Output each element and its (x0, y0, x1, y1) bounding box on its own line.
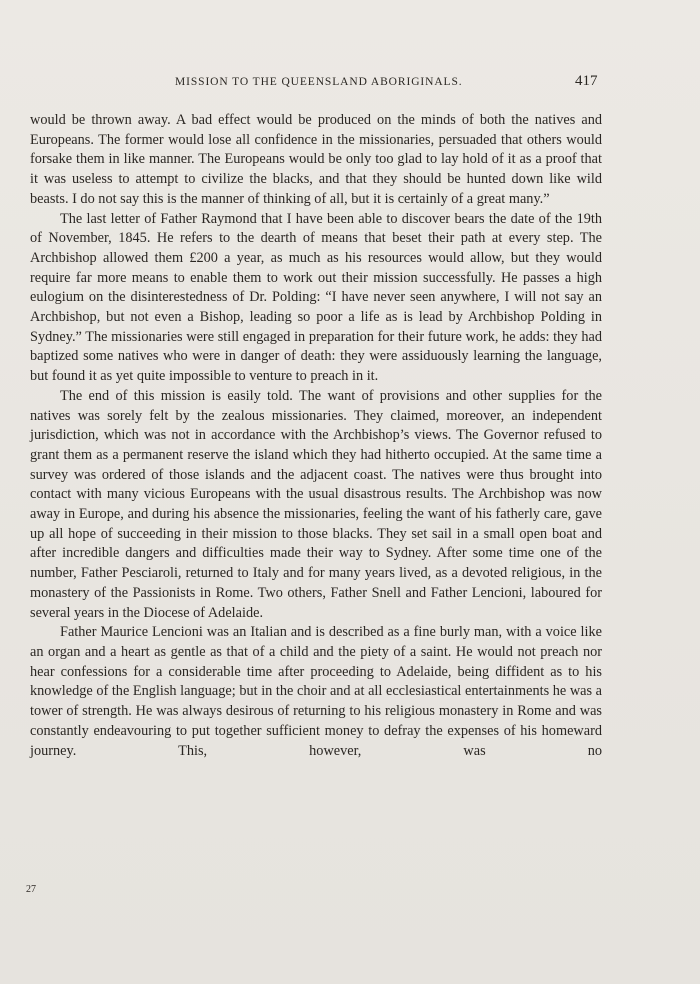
paragraph-2: The last letter of Father Raymond that I have been able to discover bears the date of the 19th of November, 1845. He refers to the dearth of means that beset their path at every step. The Archbishop allowed them £200 a year, as much as his resources would allow, but they would require far more means to enable them to work out their mission successfully. He passes a high eulogium on the disinterestedness of Dr. Polding: “I have never seen anywhere, I will not say an Archbishop, but not even a Bishop, leading so poor a life as is lead by Archbishop Polding in Sydney.” The missionaries were still engaged in preparation for their future work, he adds: they had baptized some natives who were in danger of death: they were assiduously learning the language, but found it as yet quite impossible to venture to preach in it. (30, 210, 602, 385)
body-text (30, 111, 602, 761)
running-head: MISSION TO THE QUEENSLAND ABORIGINALS. (175, 76, 463, 88)
signature-mark: 27 (26, 884, 36, 895)
paragraph-1: would be thrown away. A bad effect would be produced on the minds of both the natives and Europeans. The former would lose all confidence in the missionaries, persuaded that others would forsake them in like manner. The Europeans would be only too glad to lay hold of it as a proof that it was useless to attempt to civilize the blacks, and that they should be hunted down like wild beasts. I do not say this is the manner of thinking of all, but it is certainly of a great many.” (30, 112, 602, 207)
paragraph-4: Father Maurice Lencioni was an Italian and is described as a fine burly man, with a voice like an organ and a heart as gentle as that of a child and the piety of a saint. He would not preach nor hear confessions for a considerable time after proceeding to Adelaide, being diffident as to his knowledge of the English language; but in the choir and at all ecclesiastical entertainments he was a tower of strength. He was always desirous of returning to his religious monastery in Rome and was constantly endeavouring to put together sufficient money to defray the expenses of his homeward journey. This, however, was no (30, 624, 602, 759)
paragraph-3: The end of this mission is easily told. The want of provisions and other supplies for the natives was sorely felt by the zealous missionaries. They claimed, moreover, an independent jurisdiction, which was not in accordance with the Archbishop’s views. The Governor refused to grant them as a permanent reserve the island which they had hitherto occupied. At the same time a survey was ordered of those islands and the adjacent coast. The natives were thus brought into contact with many vicious Europeans with the usual disastrous results. The Archbishop was now away in Europe, and during his absence the missionaries, feeling the want of his fatherly care, gave up all hope of succeeding in their mission to those blacks. They set sail in a small open boat and after incredible dangers and difficulties made their way to Sydney. After some time one of the number, Father Pesciaroli, returned to Italy and for many years lived, as a devoted religious, in the monastery of the Passionists in Rome. Two others, Father Snell and Father Lencioni, laboured for several years in the Diocese of Adelaide. (30, 387, 602, 621)
page-number: 417 (575, 73, 598, 89)
